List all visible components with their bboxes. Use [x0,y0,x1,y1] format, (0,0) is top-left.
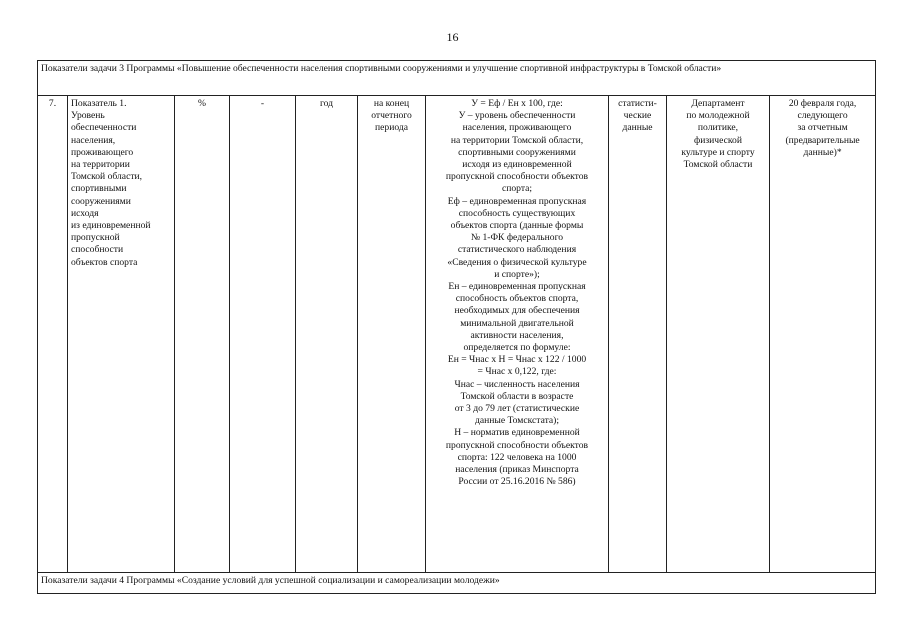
text-line: минимальной двигательной [460,317,574,329]
text-line: культуре и спорту [681,146,755,158]
text-line: 20 февраля года, [788,98,857,109]
text-line: статистического наблюдения [457,244,577,256]
text-line: Показатель 1. [71,98,127,109]
text-line: Ен = Чнас x Н = Чнас x 122 / 1000 [447,354,587,366]
text-line: обеспеченности [71,122,137,134]
formula-cell [426,96,609,573]
text-line: способность объектов спорта, [455,293,579,305]
text-line: У = Еф / Ен x 100, где: [471,98,563,109]
task4-header: Показатели задачи 4 Программы «Создание условий для успешной социализации и самореализации молодежи» [38,573,876,594]
text-line: «Сведения о физической культуре [447,256,587,268]
text-line: за отчетным [797,122,848,134]
text-line: статисти- [618,98,657,109]
text-line: населения, проживающего [462,122,572,134]
text-line: спорта: 122 человека на 1000 [457,451,577,463]
timing-cell [358,96,426,573]
text-line: определяется по формуле: [463,342,571,354]
row-number: 7. [38,96,68,573]
text-line: сооружениями [71,195,131,207]
text-line: объектов спорта (данные формы [450,220,584,232]
text-line: населения (приказ Минспорта [455,464,579,476]
text-line: Томской области [683,159,753,171]
text-line: объектов спорта [71,256,138,268]
deadline-cell [770,96,876,573]
text-line: России от 25.16.2016 № 586) [458,476,576,488]
text-line: Ен – единовременная пропускная [448,281,586,293]
text-line: населения, [71,134,116,146]
responsible-cell [667,96,770,573]
text-line: Еф – единовременная пропускная [447,195,587,207]
indicator-name [68,96,175,573]
frequency-cell: год [296,96,358,573]
text-line: политике, [697,122,739,134]
text-line: данные [622,122,653,134]
data-source-cell [609,96,667,573]
text-line: У – уровень обеспеченности [458,110,576,122]
direction-cell: - [230,96,296,573]
text-line: необходимых для обеспечения [454,305,580,317]
text-line: периода [375,122,408,134]
text-line: и спорте»); [494,268,540,280]
text-line: пропускной способности объектов [445,171,589,183]
text-line: по молодежной [686,110,750,122]
text-line: проживающего [71,146,134,158]
text-line: спортивными [71,183,127,195]
text-line: исходя [71,207,99,219]
text-line: Томской области, [71,171,143,183]
page-number: 16 [446,30,459,44]
text-line: из единовременной [71,220,151,232]
text-line: способности [71,244,124,256]
text-line: на территории Томской области, [450,134,584,146]
text-line: данные)* [803,146,842,158]
text-line: пропускной способности объектов [445,439,589,451]
text-line: спорта; [501,183,533,195]
text-line: ческие [623,110,652,122]
text-line: № 1-ФК федерального [470,232,564,244]
text-line: на территории [71,159,130,171]
text-line: физической [694,134,742,146]
indicators-table [37,60,876,594]
text-line: отчетного [371,110,412,122]
text-line: следующего [797,110,848,122]
text-line: Департамент [691,98,745,109]
task3-header: Показатели задачи 3 Программы «Повышение обеспеченности населения спортивными сооружениями и улучшение спортивной инфраструктуры в Томской области» [38,61,876,96]
text-line: данные Томскстата); [474,415,560,427]
text-line: от 3 до 79 лет (статистические [454,403,580,415]
text-line: Н – норматив единовременной [454,427,580,439]
text-line: = Чнас x 0,122, где: [477,366,557,378]
text-line: способность существующих [458,207,576,219]
text-line: исходя из единовременной [462,159,572,171]
text-line: пропускной [71,232,120,244]
text-line: на конец [373,98,410,109]
text-line: Чнас – численность населения [454,378,580,390]
text-line: Томской области в возрасте [460,390,574,402]
text-line: Уровень [71,110,105,122]
unit-cell: % [175,96,230,573]
text-line: спортивными сооружениями [458,146,576,158]
text-line: активности населения, [470,329,564,341]
table-row [38,96,876,573]
text-line: (предварительные [785,134,860,146]
